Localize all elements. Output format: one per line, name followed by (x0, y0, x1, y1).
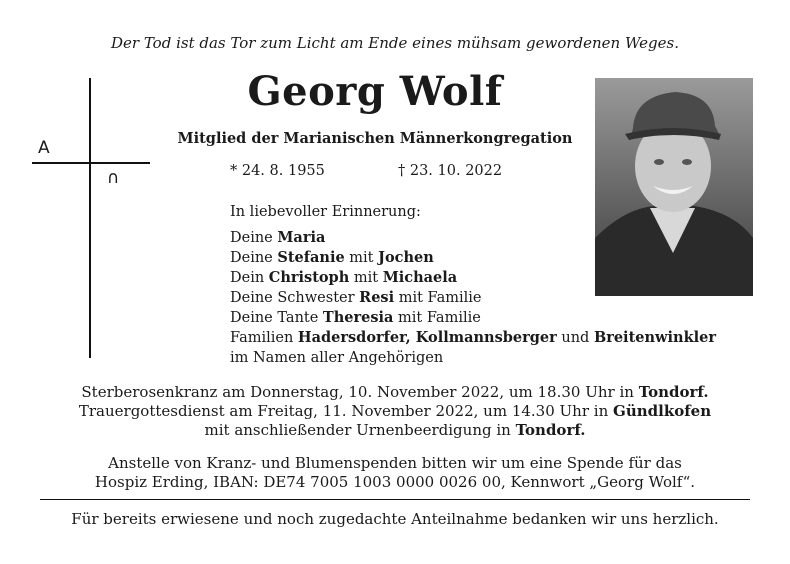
text-segment: Familien (230, 330, 298, 346)
bold-name: Jochen (378, 249, 434, 266)
text-segment: Trauergottesdienst am Freitag, 11. November 2022, um 14.30 Uhr in (78, 402, 614, 420)
bold-name: Michaela (382, 269, 458, 286)
mourner-line (230, 328, 770, 348)
text-segment: mit (344, 250, 379, 266)
deceased-name: Georg Wolf (247, 68, 503, 115)
service-line (0, 383, 790, 402)
bold-name: Tondorf. (638, 383, 709, 401)
cross-horizontal-bar (32, 162, 150, 164)
bold-name: Maria (277, 229, 326, 246)
text-segment: Deine Schwester (230, 290, 360, 306)
text-segment: Anstelle von Kranz- und Blumenspenden bitten wir um eine Spende für das (108, 454, 682, 472)
bold-name: Gündlkofen (613, 402, 712, 420)
text-segment: Sterberosenkranz am Donnerstag, 10. November 2022, um 18.30 Uhr in (81, 383, 639, 401)
text-segment: mit anschließender Urnenbeerdigung in (204, 421, 516, 439)
bold-name: Stefanie (277, 249, 345, 266)
mourner-line (230, 308, 770, 328)
text-segment: mit (349, 270, 383, 286)
text-segment: mit Familie (393, 310, 481, 326)
bold-name: Theresia (322, 309, 394, 326)
service-line (0, 421, 790, 440)
bold-name: Tondorf. (515, 421, 586, 439)
mourner-line (230, 348, 770, 368)
mourners-list (230, 202, 770, 368)
membership-line: Mitglied der Marianischen Männerkongregation (177, 130, 573, 147)
alpha-symbol: A (38, 138, 50, 158)
death-date: † 23. 10. 2022 (398, 163, 503, 179)
mourner-line (230, 248, 770, 268)
text-segment: Dein (230, 270, 269, 286)
text-segment: und (556, 330, 594, 346)
thanks-line: Für bereits erwiesene und noch zugedachte Anteilnahme bedanken wir uns herzlich. (71, 510, 719, 528)
motto: Der Tod ist das Tor zum Licht am Ende eines mühsam gewordenen Weges. (111, 34, 679, 52)
memory-intro: In liebevoller Erinnerung: (230, 204, 421, 220)
cross-vertical-bar (89, 78, 91, 358)
donation-line (0, 454, 790, 473)
text-segment: Deine Tante (230, 310, 323, 326)
donation-line (0, 473, 790, 492)
text-segment: Deine (230, 230, 278, 246)
bold-name: Christoph (268, 269, 350, 286)
bold-name: Breitenwinkler (593, 329, 716, 346)
service-details (0, 383, 790, 440)
donation-request (0, 454, 790, 492)
text-segment: Deine (230, 250, 278, 266)
bold-name: Resi (359, 289, 395, 306)
text-segment: mit Familie (394, 290, 482, 306)
birth-date: * 24. 8. 1955 (230, 163, 325, 179)
omega-symbol: ∩ (107, 168, 120, 188)
divider-line (40, 499, 750, 500)
service-line (0, 402, 790, 421)
mourners-lines (230, 228, 770, 368)
text-segment: Hospiz Erding, IBAN: DE74 7005 1003 0000 0026 00, Kennwort „Georg Wolf“. (94, 473, 696, 491)
mourner-line (230, 268, 770, 288)
bold-name: Hadersdorfer, Kollmannsberger (297, 329, 557, 346)
mourner-line (230, 288, 770, 308)
mourner-line (230, 228, 770, 248)
text-segment: im Namen aller Angehörigen (230, 350, 444, 366)
